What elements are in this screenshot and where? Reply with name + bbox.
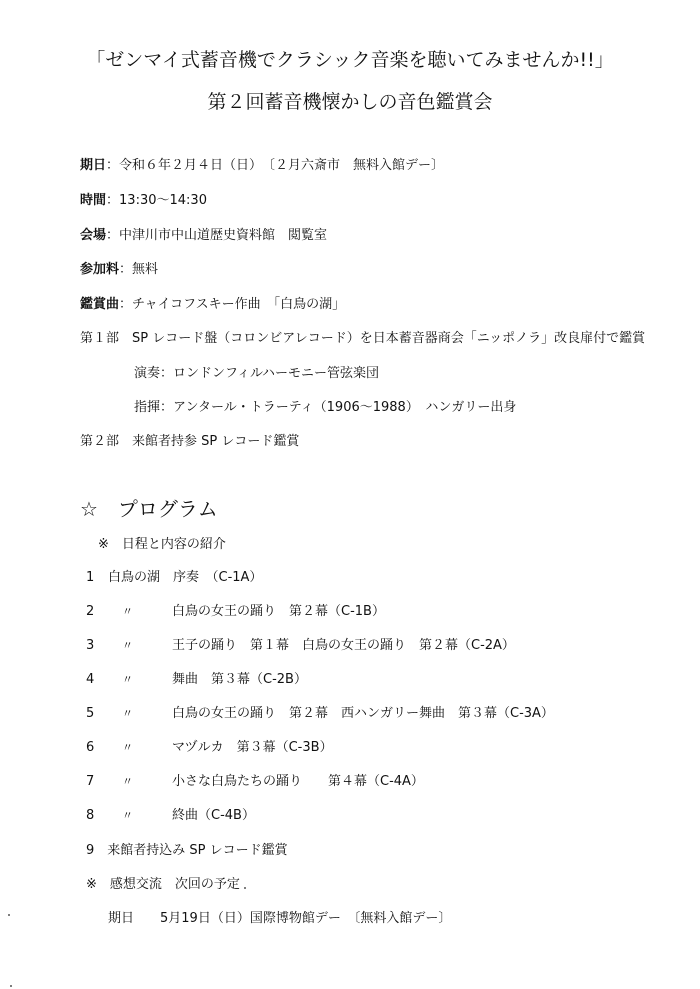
program-item-number: 2 — [86, 604, 95, 619]
part2-description: 第２部 来館者持参 SP レコード鑑賞 — [80, 434, 300, 449]
program-heading: ☆ プログラム — [80, 497, 218, 521]
detail-music — [80, 297, 345, 313]
detail-venue — [80, 228, 327, 244]
program-item-number: 8 — [86, 808, 95, 823]
detail-time-label: 時間 — [80, 193, 107, 208]
program-item-text: 白鳥の女王の踊り 第２幕（C-1B） — [172, 604, 385, 619]
program-item-number: 3 — [86, 638, 95, 653]
detail-date-value: 令和６年２月４日（日） 〔２月六斎市 無料入館デー〕 — [119, 158, 445, 173]
detail-fee-sep: ： — [119, 262, 133, 277]
scan-speck — [10, 985, 12, 987]
conductor: 指揮：アンタール・トラーティ（1906～1988） ハンガリー出身 — [134, 400, 517, 415]
next-event-date: 期日 5月19日（日）国際博物館デー 〔無料入館デー〕 — [108, 911, 452, 926]
program-item-ditto: 〃 — [122, 809, 133, 822]
program-item-text: 小さな白鳥たちの踊り 第４幕（C-4A） — [172, 774, 424, 789]
detail-date-label: 期日 — [80, 158, 107, 173]
program-item-text: マヅルカ 第３幕（C-3B） — [172, 740, 333, 755]
detail-venue-label: 会場 — [80, 228, 107, 243]
program-item-number: 6 — [86, 740, 95, 755]
detail-fee — [80, 262, 158, 278]
detail-fee-value: 無料 — [132, 262, 159, 277]
detail-time-value: 13:30～14:30 — [119, 193, 207, 208]
program-item-9: 9 来館者持込み SP レコード鑑賞 — [86, 843, 288, 858]
event-title-sub: 第２回蓄音機懐かしの音色鑑賞会 — [207, 91, 493, 113]
scan-speck — [8, 914, 10, 916]
part1-description: 第１部 SP レコード盤（コロンビアレコード）を日本蓄音器商会「ニッポノラ」改良扉付で鑑賞 — [80, 331, 646, 346]
program-item-text: 白鳥の女王の踊り 第２幕 西ハンガリー舞曲 第３幕（C-3A） — [172, 706, 554, 721]
program-item-ditto: 〃 — [122, 775, 133, 788]
program-item-ditto: 〃 — [122, 741, 133, 754]
program-item-ditto: 〃 — [122, 639, 133, 652]
program-item-number: 4 — [86, 672, 95, 687]
program-item-text: 舞曲 第３幕（C-2B） — [172, 672, 307, 687]
detail-music-label: 鑑賞曲 — [80, 297, 120, 312]
detail-music-value: チャイコフスキー作曲 「白鳥の湖」 — [132, 297, 346, 312]
program-item-text: 白鳥の湖 序奏 （C-1A） — [108, 570, 263, 585]
closing-note: ※ 感想交流 次回の予定 — [86, 877, 240, 892]
detail-date-sep: ： — [106, 158, 120, 173]
program-item-text: 王子の踊り 第１幕 白鳥の女王の踊り 第２幕（C-2A） — [172, 638, 515, 653]
detail-music-sep: ： — [119, 297, 133, 312]
program-item-text: 終曲（C-4B） — [172, 808, 255, 823]
program-item-ditto: 〃 — [122, 605, 133, 618]
program-item-ditto: 〃 — [122, 673, 133, 686]
detail-date — [80, 158, 444, 174]
detail-venue-sep: ： — [106, 228, 120, 243]
program-item-number: 1 — [86, 570, 95, 585]
scan-speck — [244, 887, 246, 889]
program-note: ※ 日程と内容の紹介 — [98, 537, 226, 552]
event-title-main: 「ゼンマイ式蓄音機でクラシック音楽を聴いてみませんか!!」 — [86, 49, 614, 71]
performer: 演奏：ロンドンフィルハーモニー管弦楽団 — [134, 366, 380, 381]
detail-time-sep: ： — [106, 193, 120, 208]
program-item-number: 5 — [86, 706, 95, 721]
detail-venue-value: 中津川市中山道歴史資料館 閲覧室 — [119, 228, 328, 243]
detail-fee-label: 参加料 — [80, 262, 120, 277]
detail-time — [80, 193, 207, 209]
program-item-ditto: 〃 — [122, 707, 133, 720]
program-item-number: 7 — [86, 774, 95, 789]
